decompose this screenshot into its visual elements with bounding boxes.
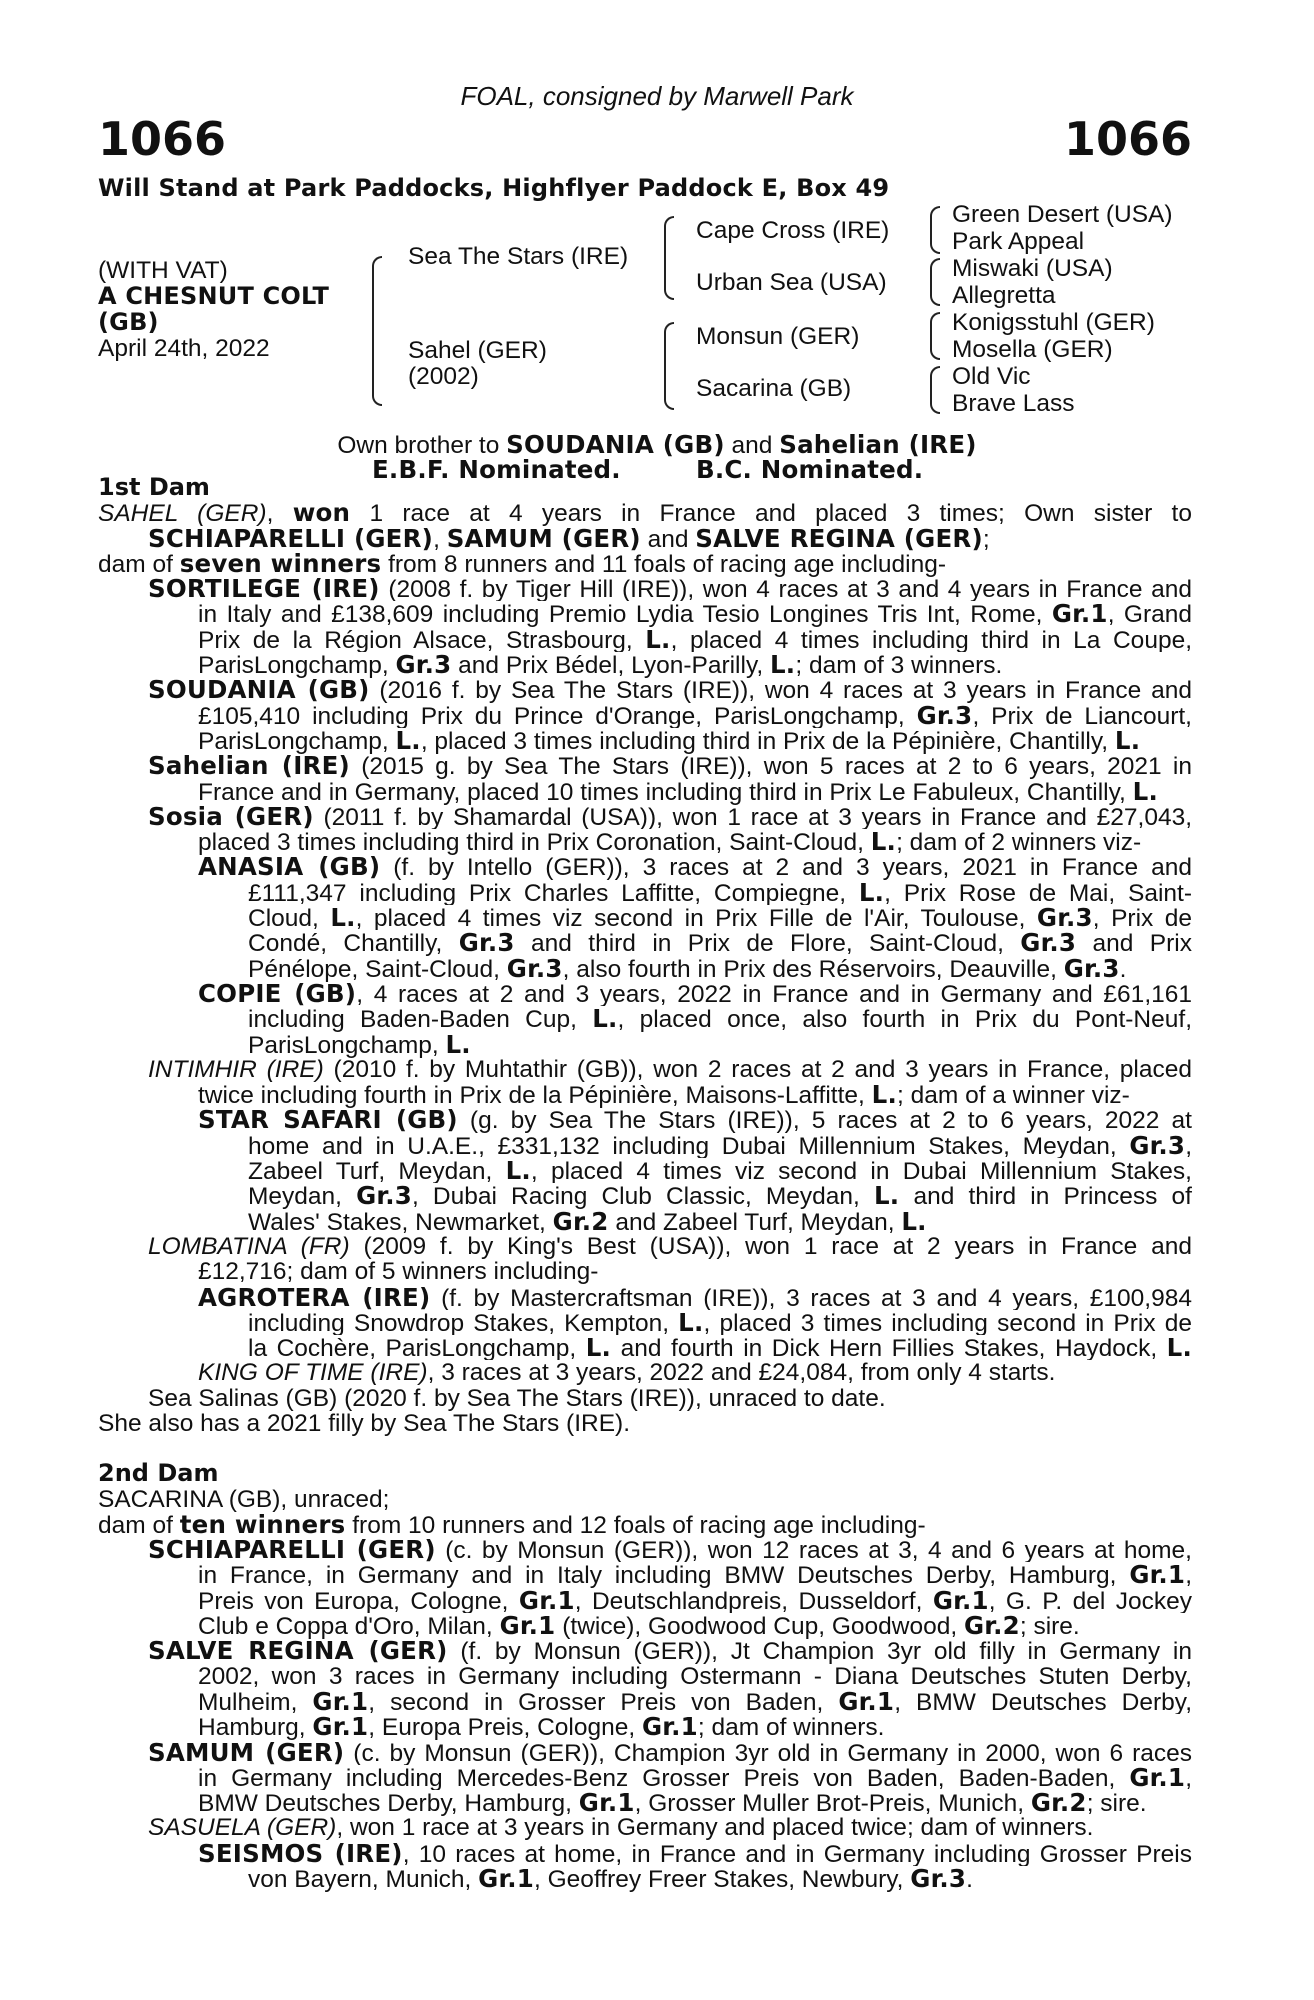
bold-text: L. — [645, 626, 671, 653]
first-dam-line — [98, 1259, 1192, 1284]
text-run: Sea Salinas (GB) (2020 f. by Sea The Stars (IRE)), unraced to date. — [148, 1384, 886, 1412]
text-run: Zabeel Turf, Meydan, — [248, 1158, 506, 1184]
pedigree-sire: Sea The Stars (IRE) — [408, 243, 629, 270]
text-run: ParisLongchamp, — [198, 727, 396, 755]
pedigree-sire-dam: Urban Sea (USA) — [696, 269, 887, 296]
second-dam-line — [98, 1815, 1192, 1840]
text-run: , Prix de — [1092, 905, 1192, 931]
first-dam-line — [98, 1107, 1192, 1132]
text-run: (2010 f. by Muhtathir (GB)), won 2 races at 2 and 3 years in France, placed — [323, 1056, 1192, 1083]
bold-text: L. — [901, 1206, 927, 1236]
text-run: in Germany including Mercedes-Benz Grosser Preis von Baden, Baden-Baden, — [198, 1764, 1130, 1791]
text-run: , BMW Deutsches Derby, — [894, 1688, 1192, 1715]
text-run: and Prix Bédel, Lyon-Parilly, — [451, 652, 770, 680]
second-dam-line — [98, 1788, 1192, 1818]
text-run: (g. by Sea The Stars (IRE)), 5 races at 2 to 6 years, 2022 at — [457, 1107, 1192, 1133]
pedigree-brace-sire — [664, 216, 674, 300]
text-run: home and in U.A.E., £331,132 including Dubai Millennium Stakes, Meydan, — [248, 1132, 1130, 1159]
text-run: (2015 g. by Sea The Stars (IRE)), won 5 races at 2 to 6 years, 2021 in — [349, 753, 1192, 779]
pedigree-dam: Sahel (GER) — [408, 337, 547, 364]
first-dam-line — [98, 650, 1192, 680]
text-run: (twice), Goodwood Cup, Goodwood, — [555, 1613, 964, 1641]
pedigree-dam-sire: Monsun (GER) — [696, 323, 860, 350]
second-dam-line — [98, 1864, 1192, 1894]
text-run: , Dubai Racing Club Classic, Meydan, — [411, 1183, 874, 1209]
text-run: placed 3 times including third in Prix Coronation, Saint-Cloud, — [198, 829, 871, 857]
text-run: (2011 f. by Shamardal (USA)), won 1 race at 3 years in France and £27,043, — [313, 803, 1192, 830]
bold-text: SAMUM (GER) — [446, 523, 641, 553]
first-dam-line — [98, 725, 1192, 755]
consignor-line: FOAL, consigned by Marwell Park — [460, 81, 854, 111]
text-run: ; dam of 2 winners viz- — [896, 829, 1142, 857]
bold-text: SAMUM (GER) — [148, 1739, 345, 1765]
text-run: £12,716; dam of 5 winners including- — [198, 1258, 599, 1286]
text-run: Wales' Stakes, Newmarket, — [248, 1208, 553, 1236]
text-run: , placed once, also fourth in Prix du Pont-Neuf, — [617, 1006, 1192, 1032]
first-dam-line — [98, 1057, 1192, 1082]
pedigree-brace-g3b — [930, 258, 940, 306]
text-run: , placed 4 times including third in La Coupe, — [670, 626, 1192, 653]
bold-text: Gr.3 — [916, 702, 973, 728]
first-dam-line — [98, 677, 1192, 702]
text-run: , G. P. del Jockey — [988, 1587, 1192, 1614]
pedigree-brace-g3d — [930, 366, 940, 414]
bold-text: AGROTERA (IRE) — [198, 1284, 431, 1310]
vat-note: (WITH VAT) — [98, 257, 228, 284]
bold-text: L. — [1132, 776, 1158, 806]
italic-text: SAHEL (GER) — [98, 500, 267, 526]
bold-text: Gr.1 — [578, 1788, 635, 1818]
text-run: twice including fourth in Prix de la Pépinière, Maisons-Laffitte, — [198, 1082, 872, 1110]
text-run: and third in Prix de Flore, Saint-Cloud, — [514, 930, 1021, 956]
bold-text: Gr.3 — [506, 953, 563, 983]
bold-text: ANASIA (GB) — [198, 854, 381, 880]
text-run: (2008 f. by Tiger Hill (IRE)), won 4 races at 3 and 4 years in France and — [379, 576, 1192, 602]
pedigree-g3-6: Mosella (GER) — [952, 336, 1113, 363]
first-dam-line — [98, 981, 1192, 1006]
pedigree-g3-3: Miswaki (USA) — [952, 255, 1113, 282]
bold-text: STAR SAFARI (GB) — [198, 1107, 458, 1133]
pedigree-g3-2: Park Appeal — [952, 228, 1085, 255]
pedigree-g3-8: Brave Lass — [952, 390, 1075, 417]
text-run: She also has a 2021 filly by Sea The Stars (IRE). — [98, 1409, 631, 1437]
text-run: , placed 4 times viz second in Dubai Millennium Stakes, — [530, 1158, 1192, 1184]
bold-text: L. — [858, 879, 885, 906]
text-run: 1 race at 4 years in France and placed 3 times; Own sister to — [350, 500, 1192, 526]
text-run: . — [966, 1866, 973, 1894]
first-dam-line — [98, 1080, 1192, 1110]
text-run: , 4 races at 2 and 3 years, 2022 in France and in Germany and £61,161 — [356, 980, 1192, 1007]
bold-text: Gr.1 — [1129, 1562, 1186, 1588]
bold-text: L. — [592, 1006, 618, 1032]
second-dam-line — [98, 1611, 1192, 1641]
text-run: (f. by Monsun (GER)), Jt Champion 3yr old filly in Germany in — [447, 1638, 1192, 1664]
text-run: , — [433, 525, 447, 553]
text-run: and — [640, 525, 696, 553]
bold-text: L. — [1166, 1335, 1192, 1361]
ebf-nominated: E.B.F. Nominated. — [372, 455, 621, 484]
lot-number-left: 1066 — [98, 112, 227, 166]
second-dam-section — [98, 1487, 1192, 1892]
bold-text: Gr.3 — [1020, 930, 1077, 956]
text-run: ; dam of winners. — [697, 1714, 885, 1742]
first-dam-line — [98, 1360, 1192, 1385]
bold-text: SCHIAPARELLI (GER) — [148, 1537, 436, 1563]
bold-text: Gr.1 — [478, 1864, 535, 1894]
text-run: dam of — [98, 1511, 180, 1539]
first-dam-line — [98, 753, 1192, 778]
bold-text: L. — [870, 827, 897, 857]
first-dam-line — [98, 827, 1192, 857]
first-dam-line — [98, 576, 1192, 601]
text-run: , second in Grosser Preis von Baden, — [368, 1688, 839, 1715]
bold-text: L. — [585, 1335, 612, 1361]
bold-text: L. — [874, 1183, 900, 1209]
first-dam-line — [98, 1133, 1192, 1158]
bold-text: Sosia (GER) — [148, 803, 314, 830]
text-run: (2016 f. by Sea The Stars (IRE)), won 4 races at 3 years in France and — [369, 677, 1192, 703]
second-dam-line — [98, 1588, 1192, 1613]
text-run: , won 1 race at 3 years in Germany and placed twice; dam of winners. — [336, 1814, 1094, 1842]
text-run: von Bayern, Munich, — [248, 1866, 479, 1894]
first-dam-line — [98, 500, 1192, 525]
second-dam-line — [98, 1562, 1192, 1587]
pedigree-dam-dam: Sacarina (GB) — [696, 375, 852, 402]
pedigree-g3-5: Konigsstuhl (GER) — [952, 309, 1155, 336]
first-dam-line — [98, 1206, 1192, 1236]
text-run: , Deutschlandpreis, Dusseldorf, — [574, 1587, 933, 1614]
first-dam-line — [98, 1411, 1192, 1436]
text-run: , — [1185, 1764, 1192, 1791]
pedigree-sire-sire: Cape Cross (IRE) — [696, 217, 890, 244]
bold-text: L. — [678, 1309, 704, 1336]
first-dam-line — [98, 1386, 1192, 1411]
text-run: , Grosser Muller Brot-Preis, Munich, — [634, 1790, 1031, 1818]
second-dam-line — [98, 1537, 1192, 1562]
section-spacer — [98, 1436, 1192, 1461]
text-run: , placed 4 times viz second in Prix Fille de l'Air, Toulouse, — [355, 905, 1037, 931]
second-dam-line — [98, 1689, 1192, 1714]
text-run: ParisLongchamp, — [248, 1031, 446, 1059]
text-run: (c. by Monsun (GER)), Champion 3yr old in Germany in 2000, won 6 races — [344, 1739, 1192, 1765]
first-dam-line — [98, 880, 1192, 905]
first-dam-line — [98, 548, 1192, 578]
text-run: , Geoffrey Freer Stakes, Newbury, — [534, 1866, 911, 1894]
bold-text: Gr.3 — [395, 650, 452, 680]
bold-text: Gr.1 — [312, 1688, 369, 1715]
bold-text: seven winners — [179, 548, 382, 578]
text-run: (f. by Mastercraftsman (IRE)), 3 races at 3 and 4 years, £100,984 — [430, 1284, 1192, 1310]
bold-text: L. — [770, 650, 796, 680]
bold-text: won — [292, 500, 351, 526]
first-dam-line — [98, 930, 1192, 955]
second-dam-line — [98, 1740, 1192, 1765]
bold-text: SOUDANIA (GB) — [148, 677, 370, 703]
text-run: , — [1185, 1562, 1192, 1588]
text-run: and Prix — [1076, 930, 1192, 956]
first-dam-line — [98, 1310, 1192, 1335]
italic-text: LOMBATINA (FR) — [148, 1233, 350, 1260]
italic-text: KING OF TIME (IRE) — [198, 1359, 428, 1387]
text-run: , placed 3 times including third in Prix de la Pépinière, Chantilly, — [420, 727, 1115, 755]
first-dam-line — [98, 1158, 1192, 1183]
text-run: , Prix de Liancourt, — [972, 702, 1192, 728]
second-dam-line — [98, 1712, 1192, 1742]
text-run: Prix de la Région Alsace, Strasbourg, — [198, 626, 646, 653]
text-run: ; — [982, 525, 990, 553]
text-run: Meydan, — [248, 1183, 357, 1209]
first-dam-line — [98, 854, 1192, 879]
foaling-date: April 24th, 2022 — [98, 335, 270, 362]
own-brother-horse-1: SOUDANIA (GB) — [506, 430, 725, 459]
bold-text: ten winners — [179, 1509, 346, 1539]
first-dam-heading: 1st Dam — [98, 473, 210, 501]
bold-text: Gr.3 — [356, 1183, 412, 1209]
own-brother-note — [0, 432, 1314, 458]
first-dam-line — [98, 523, 1192, 553]
pedigree-g3-4: Allegretta — [952, 282, 1056, 309]
text-run: SACARINA (GB), unraced; — [98, 1485, 390, 1513]
text-run: la Cochère, ParisLongchamp, — [248, 1335, 586, 1361]
text-run: ; sire. — [1019, 1613, 1080, 1641]
first-dam-line — [98, 1285, 1192, 1310]
text-run: Hamburg, — [198, 1714, 313, 1742]
bold-text: Gr.1 — [518, 1587, 575, 1614]
bold-text: Gr.1 — [499, 1611, 556, 1641]
bold-text: Gr.3 — [1036, 905, 1093, 931]
text-run: , Prix Rose de Mai, Saint- — [884, 879, 1192, 906]
first-dam-line — [98, 953, 1192, 983]
text-run: from 8 runners and 11 foals of racing age including- — [381, 550, 947, 578]
text-run: , — [266, 500, 293, 526]
text-run: ParisLongchamp, — [198, 652, 396, 680]
own-brother-and: and — [724, 432, 780, 459]
text-run: France and in Germany, placed 10 times including third in Prix Le Fabuleux, Chantilly, — [198, 778, 1133, 806]
text-run: , also fourth in Prix des Réservoirs, Deauville, — [562, 955, 1064, 983]
pedigree-body — [98, 473, 1192, 1894]
text-run: Club e Coppa d'Oro, Milan, — [198, 1613, 500, 1641]
second-dam-line — [98, 1841, 1192, 1866]
bold-text: SORTILEGE (IRE) — [148, 576, 380, 602]
bold-text: Gr.2 — [963, 1611, 1020, 1641]
text-run: (f. by Intello (GER)), 3 races at 2 and 3 years, 2021 in France and — [380, 854, 1192, 880]
text-run: Mulheim, — [198, 1688, 313, 1715]
text-run: and third in Princess of — [899, 1183, 1192, 1209]
first-dam-line — [98, 1234, 1192, 1259]
pedigree-g3-7: Old Vic — [952, 363, 1031, 390]
bold-text: COPIE (GB) — [198, 980, 357, 1007]
bold-text: L. — [395, 725, 421, 755]
pedigree-brace-main — [372, 256, 382, 406]
italic-text: SASUELA (GER) — [148, 1814, 337, 1842]
text-run: including Snowdrop Stakes, Kempton, — [248, 1309, 679, 1336]
bold-text: Gr.3 — [1129, 1132, 1186, 1159]
text-run: , 3 races at 3 years, 2022 and £24,084, from only 4 starts. — [427, 1359, 1056, 1387]
first-dam-line — [98, 1335, 1192, 1360]
text-run: Condé, Chantilly, — [248, 930, 459, 956]
second-dam-line — [98, 1638, 1192, 1663]
text-run: £111,347 including Prix Charles Laffitte, Compiegne, — [248, 879, 859, 906]
text-run: , — [1185, 1132, 1192, 1159]
text-run: , Grand — [1107, 601, 1192, 627]
text-run: . — [1119, 955, 1127, 983]
bold-text: L. — [871, 1080, 897, 1110]
first-dam-line — [98, 804, 1192, 829]
bold-text: Gr.2 — [552, 1206, 609, 1236]
second-dam-line — [98, 1765, 1192, 1790]
bold-text: Gr.1 — [312, 1712, 369, 1742]
text-run: dam of — [98, 550, 180, 578]
text-run: including Baden-Baden Cup, — [248, 1006, 593, 1032]
text-run: and Zabeel Turf, Meydan, — [608, 1208, 902, 1236]
text-run: BMW Deutsches Derby, Hamburg, — [198, 1790, 579, 1818]
text-run: Preis von Europa, Cologne, — [198, 1587, 519, 1614]
text-run: Pénélope, Saint-Cloud, — [248, 955, 507, 983]
bold-text: Gr.3 — [458, 930, 515, 956]
first-dam-line — [98, 1029, 1192, 1059]
bold-text: Gr.3 — [1063, 953, 1120, 983]
bold-text: Gr.1 — [642, 1712, 698, 1742]
text-run: from 10 runners and 12 foals of racing age including- — [345, 1511, 926, 1539]
bold-text: L. — [330, 905, 356, 931]
bold-text: Gr.1 — [932, 1587, 989, 1614]
bold-text: L. — [445, 1029, 471, 1059]
text-run: ; dam of 3 winners. — [795, 652, 1003, 680]
lot-number-right: 1066 — [1063, 112, 1192, 166]
horse-description: A CHESNUT COLT — [98, 282, 330, 310]
text-run: and fourth in Dick Hern Fillies Stakes, Haydock, — [611, 1335, 1167, 1361]
horse-origin: (GB) — [98, 308, 159, 336]
first-dam-line — [98, 905, 1192, 930]
bold-text: L. — [1114, 725, 1141, 755]
bold-text: Gr.1 — [838, 1688, 895, 1715]
pedigree-brace-g3c — [930, 312, 940, 360]
pedigree-dam-year: (2002) — [408, 363, 479, 390]
bold-text: SEISMOS (IRE) — [198, 1840, 403, 1867]
bold-text: Gr.1 — [1129, 1764, 1186, 1791]
pedigree-brace-g3a — [930, 206, 940, 254]
stand-location: Will Stand at Park Paddocks, Highflyer Paddock E, Box 49 — [98, 174, 890, 202]
second-dam-heading: 2nd Dam — [98, 1459, 219, 1488]
first-dam-line — [98, 703, 1192, 728]
text-run: ; sire. — [1086, 1790, 1147, 1818]
first-dam-line — [98, 627, 1192, 652]
own-brother-prefix: Own brother to — [337, 432, 507, 459]
text-run: 2002, won 3 races in Germany including Ostermann - Diana Deutsches Stuten Derby, — [198, 1663, 1192, 1689]
own-brother-horse-2: Sahelian (IRE) — [779, 430, 977, 459]
bc-nominated: B.C. Nominated. — [696, 455, 924, 484]
first-dam-line — [98, 776, 1192, 806]
first-dam-section — [98, 500, 1192, 1436]
second-dam-line — [98, 1487, 1192, 1512]
bold-text: Sahelian (IRE) — [148, 753, 350, 779]
pedigree-brace-dam — [664, 322, 674, 410]
first-dam-line — [98, 1183, 1192, 1208]
italic-text: INTIMHIR (IRE) — [148, 1056, 324, 1083]
bold-text: L. — [505, 1158, 531, 1184]
text-run: ; dam of a winner viz- — [896, 1082, 1130, 1110]
text-run: , Europa Preis, Cologne, — [368, 1714, 642, 1742]
bold-text: Gr.2 — [1030, 1788, 1087, 1818]
text-run: in France, in Germany and in Italy including BMW Deutsches Derby, Hamburg, — [198, 1562, 1130, 1588]
bold-text: Gr.3 — [910, 1864, 967, 1894]
bold-text: SALVE REGINA (GER) — [695, 523, 983, 553]
text-run: (c. by Monsun (GER)), won 12 races at 3, 4 and 6 years at home, — [435, 1537, 1192, 1563]
bold-text: SALVE REGINA (GER) — [148, 1638, 448, 1664]
text-run: , 10 races at home, in France and in Germany including Grosser Preis — [402, 1840, 1192, 1867]
text-run: Cloud, — [248, 905, 331, 931]
text-run: , placed 3 times including second in Prix de — [703, 1309, 1192, 1336]
pedigree-g3-1: Green Desert (USA) — [952, 201, 1173, 228]
text-run: (2009 f. by King's Best (USA)), won 1 race at 2 years in France and — [349, 1233, 1192, 1260]
second-dam-line — [98, 1509, 1192, 1539]
second-dam-line — [98, 1664, 1192, 1689]
first-dam-line — [98, 1006, 1192, 1031]
bold-text: SCHIAPARELLI (GER) — [148, 523, 434, 553]
text-run: £105,410 including Prix du Prince d'Orange, ParisLongchamp, — [198, 702, 917, 728]
text-run: in Italy and £138,609 including Premio Lydia Tesio Longines Tris Int, Rome, — [198, 601, 1052, 627]
bold-text: Gr.1 — [1051, 601, 1108, 627]
first-dam-line — [98, 601, 1192, 626]
